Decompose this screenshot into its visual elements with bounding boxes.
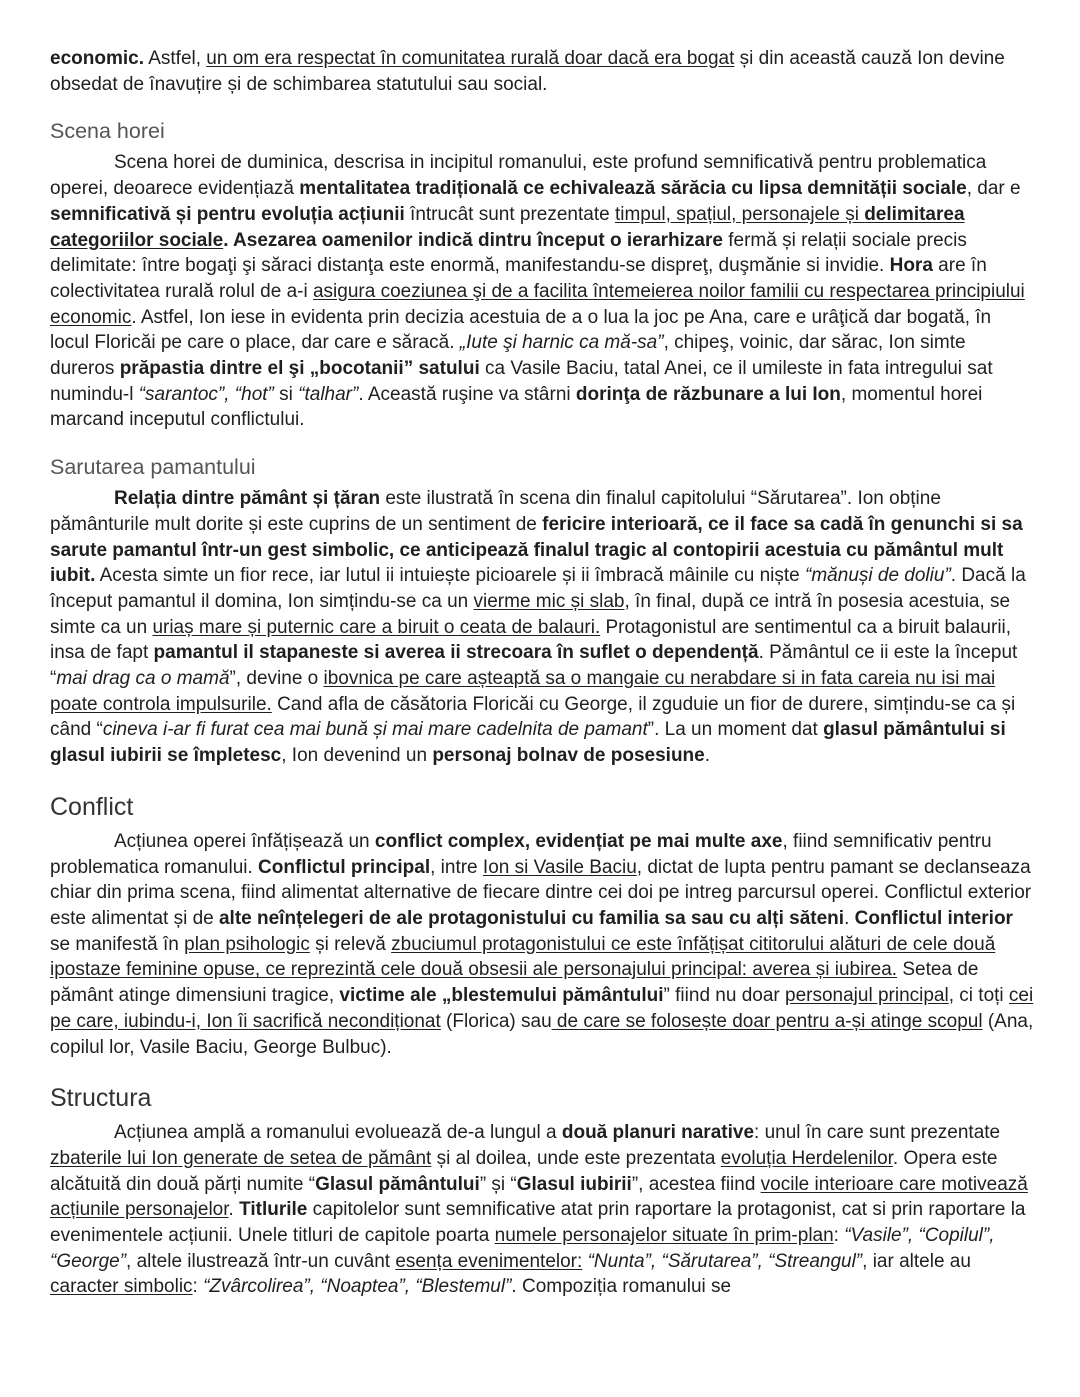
heading-sarutarea-pamantului: Sarutarea pamantului [50,455,256,480]
paragraph-conflict: Acțiunea operei înfățișează un conflict complex, evidențiat pe mai multe axe, fiind semnificativ pentru problematica romanului. Conflictul principal, intre Ion si Vasile Baciu, dictat de lupta pentru pamant se declanseaza chiar din prima scena, fiind alimentat alternative de fiecare dintre cei doi pe intreg parcursul operei. Conflictul exterior este alimentat și de alte neînțelegeri de ale protagonistului cu familia sa sau cu alți săteni. Conflictul interior se manifestă în plan psihologic și relevă zbuciumul protagonistului ce este înfățișat cititorului alături de cele două ipostaze feminine opuse, ce reprezintă cele două obsesii ale personajului principal: averea și iubirea. Setea de pământ atinge dimensiuni tragice, victime ale „blestemului pământului” fiind nu doar personajul principal, ci toți cei pe care, iubindu-i, Ion îi sacrifică necondiționat (Florica) sau de care se folosește doar pentru a-și atinge scopul (Ana, copilul lor, Vasile Baciu, George Bulbuc). [50,830,1034,1058]
heading-structura: Structura [50,1084,152,1113]
intro-paragraph: economic. Astfel, un om era respectat în comunitatea rurală doar dacă era bogat și din această cauză Ion devine obsedat de înavuțire și de schimbarea statutului sau social. [50,48,1005,95]
paragraph-sarutarea-pamantului: Relația dintre pământ și țăran este ilustrată în scena din finalul capitolului “Sărutarea”. Ion obține pământurile mult dorite și este cuprins de un sentiment de fericire interioară, ce il face sa cadă în genunchi si sa sarute pamantul într-un gest simbolic, ce anticipează finalul tragic al contopirii acestuia cu pământul mult iubit. Acesta simte un fior rece, iar lutul ii intuiește picioarele și ii îmbracă mâinile cu niște “mănuși de doliu”. Dacă la început pamantul il domina, Ion simțindu-se ca un vierme mic și slab, în final, după ce intră în posesia acestuia, se simte ca un uriaș mare și puternic care a biruit o ceata de balauri. Protagonistul are sentimentul ca a biruit balaurii, insa de fapt pamantul il stapaneste si averea ii strecoara în suflet o dependență. Pământul ce ii este la început “mai drag ca o mamă”, devine o ibovnica pe care așteaptă sa o mangaie cu nerabdare si in fata careia nu isi mai poate controla impulsurile. Cand afla de căsătoria Floricăi cu George, il zguduie un fior de durere, simțindu-se ca și când “cineva i-ar fi furat cea mai bună și mai mare cadelnita de pamant”. La un moment dat glasul pământului si glasul iubirii se împletesc, Ion devenind un personaj bolnav de posesiune. [50,488,1026,767]
document-page [50,46,1035,1300]
paragraph-structura: Acțiunea amplă a romanului evoluează de-a lungul a două planuri narative: unul în care sunt prezentate zbaterile lui Ion generate de setea de pământ și al doilea, unde este prezentata evoluția Herdelenilor. Opera este alcătuită din două părți numite “Glasul pământului” și “Glasul iubirii”, acestea fiind vocile interioare care motivează acțiunile personajelor. Titlurile capitolelor sunt semnificative atat prin raportare la protagonist, cat si prin raportare la evenimentele acțiunii. Unele titluri de capitole poarta numele personajelor situate în prim-plan: “Vasile”, “Copilul”, “George”, altele ilustrează într-un cuvânt esența evenimentelor: “Nunta”, “Sărutarea”, “Streangul”, iar altele au caracter simbolic: “Zvârcolirea”, “Noaptea”, “Blestemul”. Compoziția romanului se [50,1122,1028,1298]
heading-scena-horei: Scena horei [50,119,165,144]
heading-conflict: Conflict [50,792,134,821]
paragraph-scena-horei: Scena horei de duminica, descrisa in incipitul romanului, este profund semnificativă pentru problematica operei, deoarece evidențiază mentalitatea tradițională ce echivalează sărăcia cu lipsa demnității sociale, dar e semnificativă și pentru evoluția acțiunii întrucât sunt prezentate timpul, spațiul, personajele și delimitarea categoriilor sociale. Asezarea oamenilor indică dintru început o ierarhizare fermă și relații sociale precis delimitate: între bogaţi şi săraci distanţa este enormă, manifestandu-se dispreţ, duşmănie si invidie. Hora are în colectivitatea rurală rolul de a-i asigura coeziunea şi de a facilita întemeierea noilor familii cu respectarea principiului economic. Astfel, Ion iese in evidenta prin decizia acestuia de a o lua la joc pe Ana, care e urâţică dar bogată, în locul Floricăi pe care o place, dar care e săracă. „Iute şi harnic ca mă-sa”, chipeş, voinic, dar sărac, Ion simte dureros prăpastia dintre el şi „bocotanii” satului ca Vasile Baciu, tatal Anei, ce il umileste in fata intregului sat numindu-l “sarantoc”, “hot” si “talhar”. Această ruşine va stârni dorinţa de răzbunare a lui Ion, momentul horei marcand inceputul conflictului. [50,152,1025,431]
